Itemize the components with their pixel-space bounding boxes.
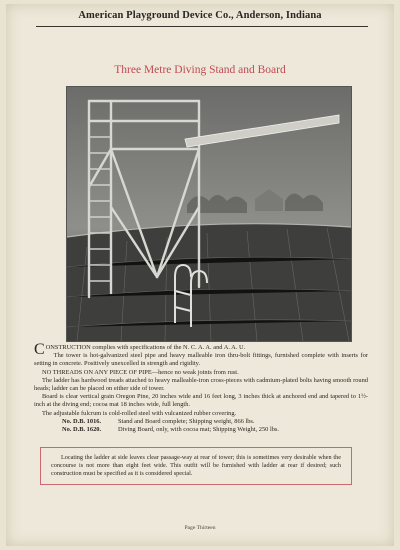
diving-stand-photo	[66, 86, 352, 342]
fulcrum-paragraph: The adjustable fulcrum is cold-rolled steel with vulcanized rubber covering.	[42, 409, 237, 417]
spec-description: Stand and Board complete; Shipping weight, 866 lbs.	[118, 417, 255, 425]
board-paragraph: Board is clear vertical grain Oregon Pine, 20 inches wide and 16 feet long, 3 inches thick at anchored end and tapered to 1½-inch at the diving end; cocoa mat 18 inches wide, full length.	[34, 393, 368, 409]
spec-number: No. D.B. 1620.	[62, 426, 102, 434]
tower-paragraph: The tower is hot-galvanized steel pipe and heavy malleable iron thru-bolt fittings, furnished complete with inserts for setting in concrete. Positively unexcelled in strength and rigidity.	[34, 352, 368, 368]
page-number: Page Thirteen	[184, 525, 216, 531]
spec-description: Diving Board, only, with cocoa mat; Shipping Weight, 250 lbs.	[118, 426, 280, 434]
ladder-note-text: Locating the ladder at side leaves clear passage-way at rear of tower; this is sometimes very desirable when the concourse is not more than eight feet wide. This outfit will be furnished with ladder at rear if desired; such construction must be specified as it is considered special.	[51, 454, 341, 477]
construction-paragraph: CONSTRUCTION complies with specifications of the N. C. A. A. and A. A. U.	[34, 341, 246, 358]
catalog-page	[6, 4, 394, 546]
spec-row	[34, 426, 368, 434]
spec-row	[34, 418, 368, 426]
page-header: American Playground Device Co., Anderson, Indiana	[78, 10, 322, 21]
ladder-paragraph: The ladder has hardwood treads attached to heavy malleable-iron cross-pieces with cadmium-plated bolts having smooth round heads; ladder can be placed on either side of tower.	[34, 376, 368, 393]
ladder-note-box	[40, 447, 352, 485]
drop-cap: C	[34, 341, 45, 358]
threads-paragraph: NO THREADS ON ANY PIECE OF PIPE—hence no weak joints from rust.	[42, 368, 239, 376]
diving-stand-illustration	[67, 87, 351, 341]
page-title: Three Metre Diving Stand and Board	[114, 64, 286, 76]
spec-number: No. D.B. 1016.	[62, 417, 102, 425]
description-text	[34, 341, 368, 434]
header-rule	[36, 26, 368, 27]
